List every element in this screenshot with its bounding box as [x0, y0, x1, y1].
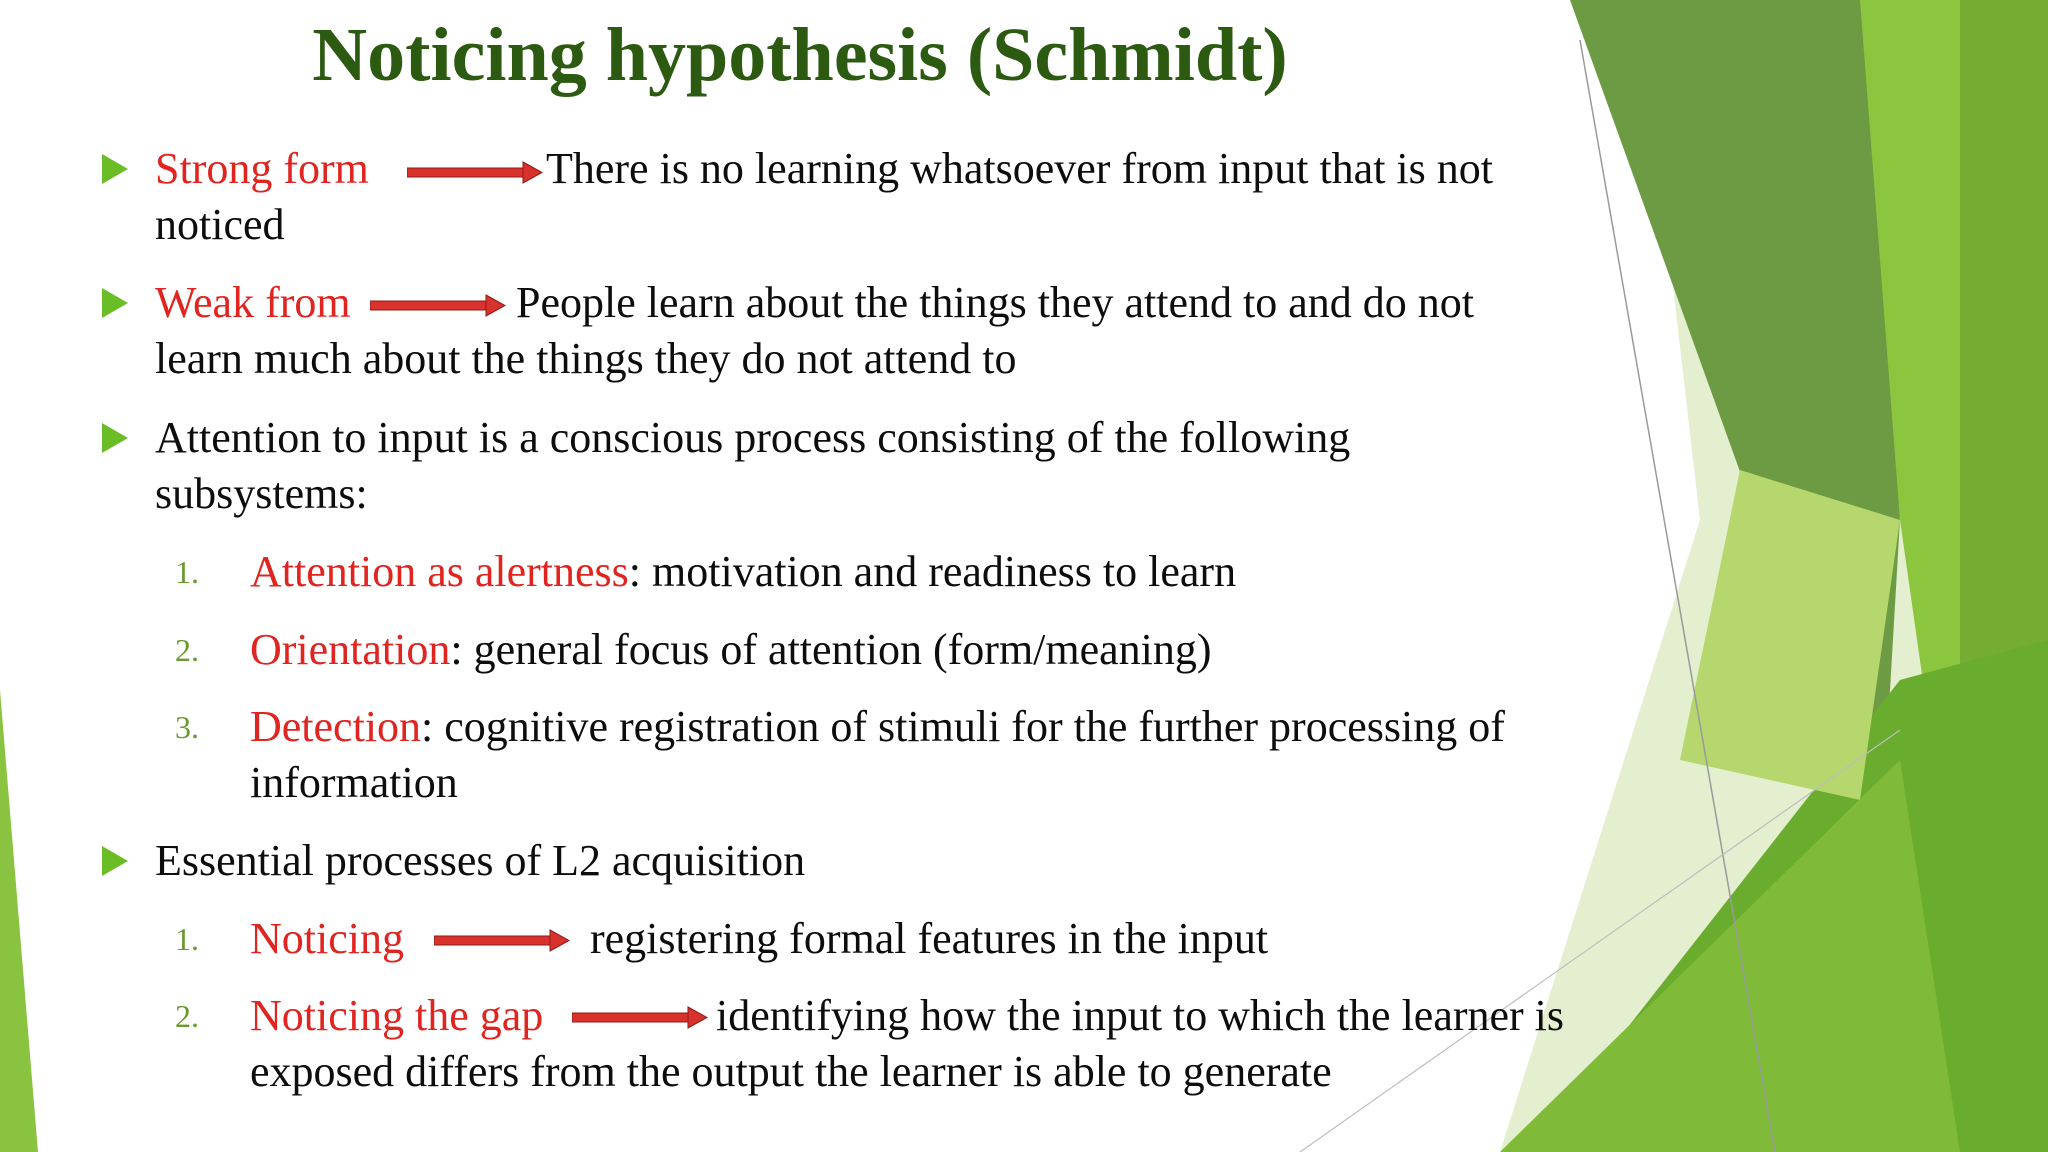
subitem-number: 2.: [175, 998, 199, 1034]
subitem-3-3-line-1: [250, 699, 1505, 755]
subitem-3-1-text: : motivation and readiness to learn: [628, 547, 1237, 596]
bullet-marker: [102, 423, 128, 453]
left-green-wedge: [0, 690, 38, 1152]
bullet-2-term: Weak from: [155, 278, 351, 327]
subitem-3-3-line-2: information: [250, 758, 458, 807]
slide-title: Noticing hypothesis (Schmidt): [312, 13, 1288, 97]
bullet-1-term: Strong form: [155, 144, 369, 193]
bullet-3-text-line-2: subsystems:: [155, 469, 368, 518]
subitem-4-1-term: Noticing: [250, 914, 404, 963]
arrow-right-icon: [370, 293, 506, 317]
bullet-2-line-1: [155, 275, 351, 331]
bullet-marker: [102, 846, 128, 876]
subitem-4-1-term-line: [250, 911, 404, 967]
bullet-2-text-line-2: learn much about the things they do not attend to: [155, 334, 1017, 383]
subitem-3-3-text: : cognitive registration of stimuli for the further processing of: [421, 702, 1505, 751]
subitem-3-1-term: Attention as alertness: [250, 547, 629, 596]
subitem-3-2-term: Orientation: [250, 625, 451, 674]
bullet-1-text-line-1: There is no learning whatsoever from input that is not: [546, 144, 1493, 193]
subitem-3-2-text: : general focus of attention (form/meaning): [450, 625, 1212, 674]
bullet-4-text-line-1: Essential processes of L2 acquisition: [155, 836, 806, 885]
subitem-number: 3.: [175, 709, 199, 745]
arrow-right-icon: [572, 1005, 708, 1029]
subitem-number: 1.: [175, 554, 199, 590]
bullet-marker: [102, 288, 128, 318]
subitem-3-1: [250, 544, 1236, 600]
bullet-1-text-line-2: noticed: [155, 200, 285, 249]
subitem-4-2-text-line-1: identifying how the input to which the learner is: [716, 991, 1565, 1040]
bullet-marker: [102, 154, 128, 184]
subitem-4-2-term-line: [250, 988, 543, 1044]
bullet-1-line-1: [155, 141, 369, 197]
subitem-number: 2.: [175, 632, 199, 668]
subitem-3-3-term: Detection: [250, 702, 422, 751]
subitem-4-1-text: registering formal features in the input: [590, 914, 1269, 963]
arrow-right-icon: [434, 928, 570, 952]
subitem-4-2-text-line-2: exposed differs from the output the learner is able to generate: [250, 1047, 1332, 1096]
bullet-3-text-line-1: Attention to input is a conscious process consisting of the following: [155, 413, 1351, 462]
subitem-3-2: [250, 622, 1212, 678]
subitem-4-2-term: Noticing the gap: [250, 991, 544, 1040]
subitem-number: 1.: [175, 921, 199, 957]
arrow-right-icon: [407, 160, 543, 184]
bullet-2-text-line-1: People learn about the things they attend to and do not: [516, 278, 1475, 327]
